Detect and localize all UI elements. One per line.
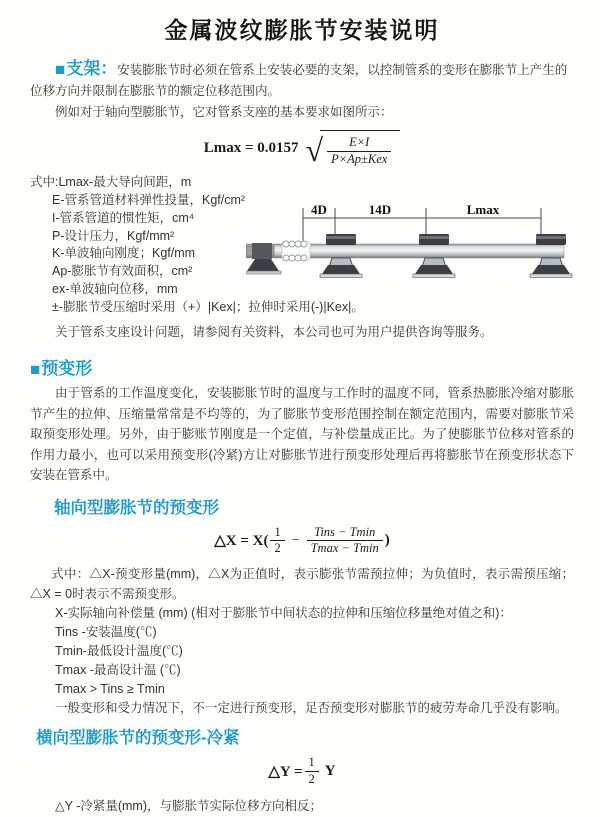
lmax-formula xyxy=(30,130,574,167)
section-marker-icon: ■ xyxy=(30,360,41,380)
minus-operator: − xyxy=(291,532,300,548)
lmax-formula-lhs: Lmax = 0.0157 xyxy=(203,140,299,157)
support-section-heading: 支架： xyxy=(66,59,118,78)
sqrt-radical-icon: √ xyxy=(305,132,324,169)
support-intro-paragraph xyxy=(30,58,574,102)
definition-item: ±-膨胀节受压缩时采用（+）|Kex|；拉伸时采用(-)|Kex|。 xyxy=(52,299,364,314)
fraction-numerator: 1 xyxy=(274,524,281,539)
support-example-line: 例如对于轴向型膨胀节，它对管系支座的基本要求如图所示： xyxy=(55,105,393,119)
definition-item: I-管系管道的惯性矩，cm⁴ xyxy=(52,210,195,225)
section-marker-icon: ■ xyxy=(55,60,66,79)
support-note-line: 关于管系支座设计问题，请参阅有关资料，本公司也可为用户提供咨询等服务。 xyxy=(55,325,493,340)
dimension-label-4d: 4D xyxy=(311,202,327,218)
axial-item: Tins -安装温度(℃) xyxy=(55,625,157,639)
sqrt-radicand xyxy=(320,130,400,167)
lmax-fraction-denominator: P×Ap±Kex xyxy=(327,151,391,168)
lateral-formula xyxy=(30,755,574,787)
fraction-denominator: Tmax − Tmin xyxy=(307,540,383,557)
preform-section-head xyxy=(30,354,574,379)
axial-items-list xyxy=(30,604,574,718)
axial-item: Tmax -最高设计温 (℃) xyxy=(55,663,181,677)
definition-item: ex-单波轴向位移，mm xyxy=(52,282,178,297)
definition-item: E-管系管道材料弹性投量，Kgf/cm² xyxy=(52,193,246,208)
one-half-fraction xyxy=(270,525,284,557)
axial-formula-lhs: △X = X( xyxy=(214,533,269,550)
axial-item: X-实际轴向补偿量 (mm) (相对于膨胀节中间状态的拉伸和压缩位移量绝对值之和)： xyxy=(55,606,512,620)
preform-paragraph: 由于管系的工作温度变化，安装膨胀节时的温度与工作时的温度不同，管系热膨胀冷缩对膨胀节产生的拉伸、压缩量常常是不均等的，为了膨胀节变形范围控制在额定范围内，需要对膨胀节采取预变形处理。另外，由于膨账节刚度是一个定值，与补偿量成正比。为了使膨胀节位移对管系的作用力最小，也可以采用预变形(冷紧)方让对膨胀节进行预变形处理后再将膨胀节在预变形状态下安装在管系中。 xyxy=(30,386,574,483)
temperature-fraction xyxy=(307,525,383,557)
page-title: 金属波纹膨胀节安装说明 xyxy=(164,17,440,43)
fraction-numerator: 1 xyxy=(308,755,315,769)
fraction-denominator: 2 xyxy=(305,771,319,788)
definition-item: Ap-膨胀节有效面积，cm² xyxy=(52,264,193,279)
bellows-icon xyxy=(282,241,310,261)
definition-item: K-单波轴向刚度；Kgf/mm xyxy=(52,246,196,261)
pipe-support-diagram xyxy=(246,202,576,302)
support-intro-text: 安装膨胀节时必须在管系上安装必要的支架，以控制管系的变形在膨胀节上产生的位移方向并限制在膨胀节的额定位移范围内。 xyxy=(30,63,568,98)
axial-item: Tmin-最低设计温度(℃) xyxy=(55,644,183,658)
lateral-formula-lhs: △Y = xyxy=(268,763,303,780)
axial-closing-line: 一般变形和受力情况下，不一定进行预变形，足否预变形对膨胀节的疲劳寿命几乎没有影响。 xyxy=(55,701,568,715)
fraction-denominator: 2 xyxy=(270,540,284,557)
definition-item: P-设计压力，Kgf/mm² xyxy=(52,228,175,243)
axial-formula xyxy=(30,525,574,557)
dimension-label-14d: 14D xyxy=(368,202,392,218)
preform-section-heading: 预变形 xyxy=(41,359,93,379)
axial-formula-close: ) xyxy=(384,532,390,549)
one-half-fraction xyxy=(305,755,319,787)
dimension-label-lmax: Lmax xyxy=(466,202,500,218)
axial-item: Tmax > Tins ≥ Tmin xyxy=(55,682,165,696)
lateral-subheading: 横向型膨胀节的预变形-冷紧 xyxy=(36,729,240,747)
axial-subheading: 轴向型膨胀节的预变形 xyxy=(54,498,219,517)
lmax-fraction xyxy=(327,135,391,167)
definitions-and-diagram xyxy=(30,174,574,320)
lateral-formula-rhs: Y xyxy=(324,762,336,779)
axial-explain-paragraph: 式中：△X-预变形量(mm)，△X为正值时，表示膨张节需预拉伸；为负值时，表示需预压缩；△X = 0时表示不需预变形。 xyxy=(30,567,574,601)
fraction-numerator: Tins − Tmin xyxy=(314,524,376,539)
definition-item: 式中:Lmax-最大导向间距，m xyxy=(30,175,192,190)
lateral-note-line: △Y -冷紧量(mm)，与膨胀节实际位移方向相反； xyxy=(55,799,323,814)
sqrt-expression xyxy=(306,130,401,167)
lmax-fraction-numerator: E×I xyxy=(349,135,370,149)
